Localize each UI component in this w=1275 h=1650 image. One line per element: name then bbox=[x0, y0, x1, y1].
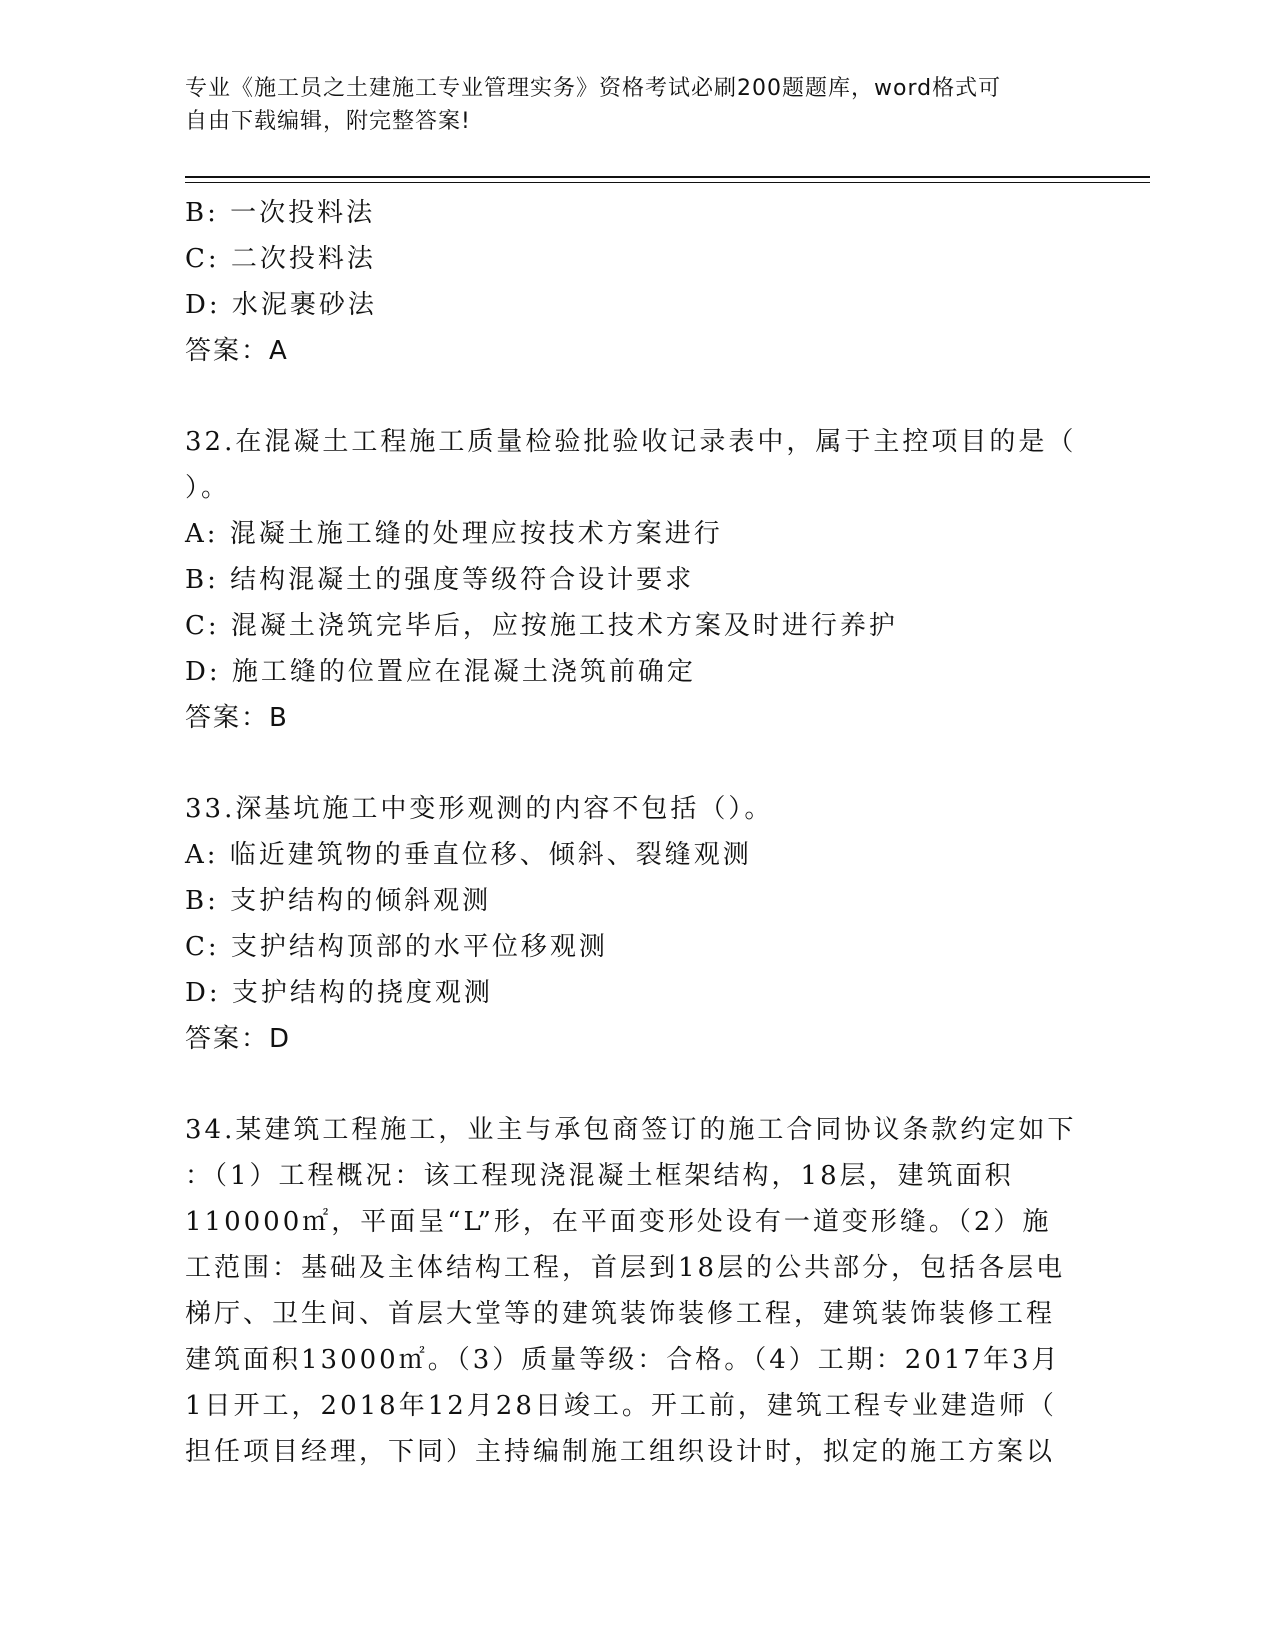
option-d: D: 水泥裹砂法 bbox=[185, 290, 377, 320]
option-c: C: 混凝土浇筑完毕后，应按施工技术方案及时进行养护 bbox=[185, 611, 898, 641]
option-a: A: 混凝土施工缝的处理应按技术方案进行 bbox=[185, 519, 723, 549]
answer: 答案：A bbox=[185, 336, 289, 366]
header-rule-thick bbox=[185, 176, 1150, 178]
header-line-2: 自由下载编辑，附完整答案! bbox=[185, 109, 471, 134]
answer: 答案：B bbox=[185, 703, 289, 733]
document-body bbox=[185, 190, 1085, 1475]
option-b: B: 结构混凝土的强度等级符合设计要求 bbox=[185, 565, 695, 595]
question-text-line: 34.某建筑工程施工，业主与承包商签订的施工合同协议条款约定如下 bbox=[185, 1115, 1077, 1145]
option-d: D: 施工缝的位置应在混凝土浇筑前确定 bbox=[185, 657, 696, 687]
option-d: D: 支护结构的挠度观测 bbox=[185, 978, 493, 1008]
spacer bbox=[185, 374, 1085, 419]
answer: 答案：D bbox=[185, 1024, 292, 1054]
question-32 bbox=[185, 419, 1085, 741]
header-rule-thin bbox=[185, 182, 1150, 183]
spacer bbox=[185, 1062, 1085, 1107]
question-stem-line-1: 32.在混凝土工程施工质量检验批验收记录表中，属于主控项目的是（ bbox=[185, 427, 1077, 457]
option-b: B: 支护结构的倾斜观测 bbox=[185, 886, 492, 916]
question-stem: 33.深基坑施工中变形观测的内容不包括（）。 bbox=[185, 794, 774, 824]
spacer bbox=[185, 741, 1085, 786]
question-text-line: 工范围：基础及主体结构工程，首层到18层的公共部分，包括各层电 bbox=[185, 1253, 1066, 1283]
question-text-line: 梯厅、卫生间、首层大堂等的建筑装饰装修工程，建筑装饰装修工程 bbox=[185, 1299, 1056, 1329]
option-c: C: 支护结构顶部的水平位移观测 bbox=[185, 932, 608, 962]
question-text-line: 1日开工，2018年12月28日竣工。开工前，建筑工程专业建造师（ bbox=[185, 1391, 1057, 1421]
option-a: A: 临近建筑物的垂直位移、倾斜、裂缝观测 bbox=[185, 840, 752, 870]
option-c: C: 二次投料法 bbox=[185, 244, 376, 274]
question-text-line: ：（1）工程概况：该工程现浇混凝土框架结构，18层，建筑面积 bbox=[185, 1161, 1014, 1191]
header-line-1: 专业《施工员之土建施工专业管理实务》资格考试必刷200题题库，word格式可 bbox=[185, 76, 1002, 101]
question-31 bbox=[185, 190, 1085, 374]
question-text-line: 110000㎡，平面呈“L”形，在平面变形处设有一道变形缝。（2）施 bbox=[185, 1207, 1052, 1237]
question-stem-line-2: ）。 bbox=[185, 473, 231, 503]
document-header bbox=[185, 72, 1065, 138]
question-text-line: 担任项目经理，下同）主持编制施工组织设计时，拟定的施工方案以 bbox=[185, 1437, 1056, 1467]
question-34 bbox=[185, 1107, 1075, 1475]
question-33 bbox=[185, 786, 1085, 1062]
option-b: B: 一次投料法 bbox=[185, 198, 376, 228]
question-text-line: 建筑面积13000㎡。（3）质量等级：合格。（4）工期：2017年3月 bbox=[185, 1345, 1061, 1375]
